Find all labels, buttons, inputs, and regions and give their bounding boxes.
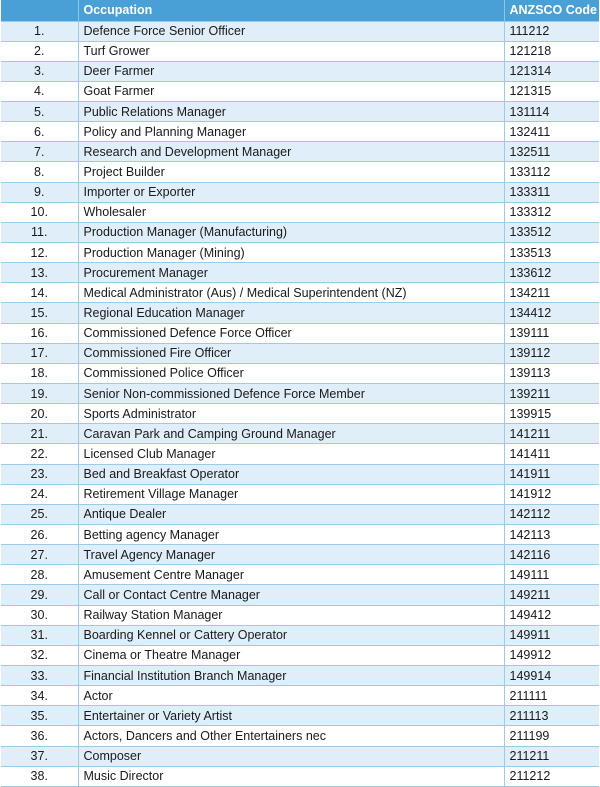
row-number: 21. <box>1 424 78 444</box>
table-row <box>1 243 599 263</box>
row-number: 38. <box>1 766 78 786</box>
row-occupation: Importer or Exporter <box>78 182 504 202</box>
row-anzsco-code: 149412 <box>504 605 599 625</box>
row-anzsco-code: 133312 <box>504 202 599 222</box>
row-occupation: Actor <box>78 686 504 706</box>
table-row <box>1 686 599 706</box>
table-row <box>1 162 599 182</box>
row-number: 5. <box>1 102 78 122</box>
table-row <box>1 726 599 746</box>
header-number <box>1 0 78 21</box>
row-anzsco-code: 149911 <box>504 625 599 645</box>
row-occupation: Railway Station Manager <box>78 605 504 625</box>
row-anzsco-code: 139915 <box>504 404 599 424</box>
row-occupation: Project Builder <box>78 162 504 182</box>
row-anzsco-code: 211211 <box>504 746 599 766</box>
row-number: 34. <box>1 686 78 706</box>
row-anzsco-code: 141911 <box>504 464 599 484</box>
table-row <box>1 766 599 786</box>
row-anzsco-code: 141411 <box>504 444 599 464</box>
row-anzsco-code: 132411 <box>504 122 599 142</box>
row-anzsco-code: 149914 <box>504 666 599 686</box>
row-number: 16. <box>1 323 78 343</box>
row-anzsco-code: 211113 <box>504 706 599 726</box>
table-row <box>1 444 599 464</box>
row-number: 24. <box>1 484 78 504</box>
table-row <box>1 645 599 665</box>
row-anzsco-code: 121315 <box>504 81 599 101</box>
row-number: 13. <box>1 263 78 283</box>
row-anzsco-code: 211111 <box>504 686 599 706</box>
row-occupation: Composer <box>78 746 504 766</box>
table-row <box>1 323 599 343</box>
row-occupation: Retirement Village Manager <box>78 484 504 504</box>
row-occupation: Public Relations Manager <box>78 102 504 122</box>
row-occupation: Research and Development Manager <box>78 142 504 162</box>
row-occupation: Call or Contact Centre Manager <box>78 585 504 605</box>
table-row <box>1 384 599 404</box>
row-anzsco-code: 133311 <box>504 182 599 202</box>
table-row <box>1 61 599 81</box>
row-occupation: Production Manager (Mining) <box>78 243 504 263</box>
row-occupation: Regional Education Manager <box>78 303 504 323</box>
row-anzsco-code: 139112 <box>504 343 599 363</box>
table-row <box>1 41 599 61</box>
row-occupation: Bed and Breakfast Operator <box>78 464 504 484</box>
row-number: 33. <box>1 666 78 686</box>
row-occupation: Procurement Manager <box>78 263 504 283</box>
row-number: 4. <box>1 81 78 101</box>
row-anzsco-code: 149912 <box>504 645 599 665</box>
row-number: 36. <box>1 726 78 746</box>
row-number: 22. <box>1 444 78 464</box>
row-occupation: Senior Non-commissioned Defence Force Member <box>78 384 504 404</box>
row-number: 35. <box>1 706 78 726</box>
row-number: 14. <box>1 283 78 303</box>
row-number: 7. <box>1 142 78 162</box>
row-number: 20. <box>1 404 78 424</box>
row-number: 15. <box>1 303 78 323</box>
table-row <box>1 283 599 303</box>
table-row <box>1 343 599 363</box>
row-occupation: Turf Grower <box>78 41 504 61</box>
table-row <box>1 81 599 101</box>
row-number: 2. <box>1 41 78 61</box>
row-anzsco-code: 141211 <box>504 424 599 444</box>
table-row <box>1 263 599 283</box>
row-anzsco-code: 133112 <box>504 162 599 182</box>
row-number: 37. <box>1 746 78 766</box>
row-number: 29. <box>1 585 78 605</box>
row-occupation: Deer Farmer <box>78 61 504 81</box>
row-occupation: Defence Force Senior Officer <box>78 21 504 41</box>
row-occupation: Commissioned Police Officer <box>78 363 504 383</box>
row-anzsco-code: 133513 <box>504 243 599 263</box>
row-occupation: Goat Farmer <box>78 81 504 101</box>
row-number: 18. <box>1 363 78 383</box>
table-row <box>1 222 599 242</box>
row-anzsco-code: 141912 <box>504 484 599 504</box>
row-occupation: Cinema or Theatre Manager <box>78 645 504 665</box>
table-row <box>1 122 599 142</box>
row-anzsco-code: 139113 <box>504 363 599 383</box>
row-anzsco-code: 134412 <box>504 303 599 323</box>
row-occupation: Boarding Kennel or Cattery Operator <box>78 625 504 645</box>
table-row <box>1 142 599 162</box>
table-row <box>1 424 599 444</box>
row-anzsco-code: 149211 <box>504 585 599 605</box>
row-occupation: Caravan Park and Camping Ground Manager <box>78 424 504 444</box>
row-anzsco-code: 121218 <box>504 41 599 61</box>
row-number: 26. <box>1 525 78 545</box>
header-occupation: Occupation <box>78 0 504 21</box>
row-number: 30. <box>1 605 78 625</box>
row-number: 17. <box>1 343 78 363</box>
table-row <box>1 202 599 222</box>
table-row <box>1 625 599 645</box>
row-anzsco-code: 139111 <box>504 323 599 343</box>
row-occupation: Policy and Planning Manager <box>78 122 504 142</box>
table-header <box>1 0 599 21</box>
row-occupation: Betting agency Manager <box>78 525 504 545</box>
table-row <box>1 464 599 484</box>
table-row <box>1 21 599 41</box>
table-row <box>1 605 599 625</box>
row-number: 9. <box>1 182 78 202</box>
row-anzsco-code: 121314 <box>504 61 599 81</box>
row-anzsco-code: 142113 <box>504 525 599 545</box>
table-row <box>1 746 599 766</box>
row-anzsco-code: 111212 <box>504 21 599 41</box>
table-row <box>1 404 599 424</box>
row-number: 19. <box>1 384 78 404</box>
table-row <box>1 565 599 585</box>
row-anzsco-code: 131114 <box>504 102 599 122</box>
row-anzsco-code: 139211 <box>504 384 599 404</box>
row-anzsco-code: 132511 <box>504 142 599 162</box>
row-occupation: Production Manager (Manufacturing) <box>78 222 504 242</box>
row-anzsco-code: 133612 <box>504 263 599 283</box>
row-occupation: Actors, Dancers and Other Entertainers nec <box>78 726 504 746</box>
table-row <box>1 585 599 605</box>
table-row <box>1 666 599 686</box>
row-anzsco-code: 134211 <box>504 283 599 303</box>
row-occupation: Entertainer or Variety Artist <box>78 706 504 726</box>
row-number: 12. <box>1 243 78 263</box>
row-number: 25. <box>1 504 78 524</box>
row-occupation: Antique Dealer <box>78 504 504 524</box>
table-row <box>1 706 599 726</box>
row-occupation: Medical Administrator (Aus) / Medical Superintendent (NZ) <box>78 283 504 303</box>
row-occupation: Wholesaler <box>78 202 504 222</box>
row-anzsco-code: 211199 <box>504 726 599 746</box>
row-number: 10. <box>1 202 78 222</box>
row-number: 1. <box>1 21 78 41</box>
table-row <box>1 504 599 524</box>
row-anzsco-code: 142116 <box>504 545 599 565</box>
row-number: 11. <box>1 222 78 242</box>
row-occupation: Sports Administrator <box>78 404 504 424</box>
table-row <box>1 303 599 323</box>
row-anzsco-code: 211212 <box>504 766 599 786</box>
table-row <box>1 102 599 122</box>
row-number: 23. <box>1 464 78 484</box>
table-row <box>1 484 599 504</box>
header-anzsco-code: ANZSCO Code <box>504 0 599 21</box>
row-number: 28. <box>1 565 78 585</box>
row-occupation: Music Director <box>78 766 504 786</box>
occupation-table <box>1 0 599 787</box>
row-anzsco-code: 149111 <box>504 565 599 585</box>
row-number: 3. <box>1 61 78 81</box>
row-number: 31. <box>1 625 78 645</box>
row-number: 32. <box>1 645 78 665</box>
row-occupation: Licensed Club Manager <box>78 444 504 464</box>
row-number: 6. <box>1 122 78 142</box>
header-row <box>1 0 599 21</box>
table-row <box>1 545 599 565</box>
row-occupation: Financial Institution Branch Manager <box>78 666 504 686</box>
row-number: 8. <box>1 162 78 182</box>
table-row <box>1 525 599 545</box>
row-occupation: Commissioned Fire Officer <box>78 343 504 363</box>
table-body <box>1 21 599 786</box>
table-row <box>1 182 599 202</box>
row-occupation: Commissioned Defence Force Officer <box>78 323 504 343</box>
table-row <box>1 363 599 383</box>
row-number: 27. <box>1 545 78 565</box>
row-anzsco-code: 133512 <box>504 222 599 242</box>
row-anzsco-code: 142112 <box>504 504 599 524</box>
row-occupation: Travel Agency Manager <box>78 545 504 565</box>
row-occupation: Amusement Centre Manager <box>78 565 504 585</box>
